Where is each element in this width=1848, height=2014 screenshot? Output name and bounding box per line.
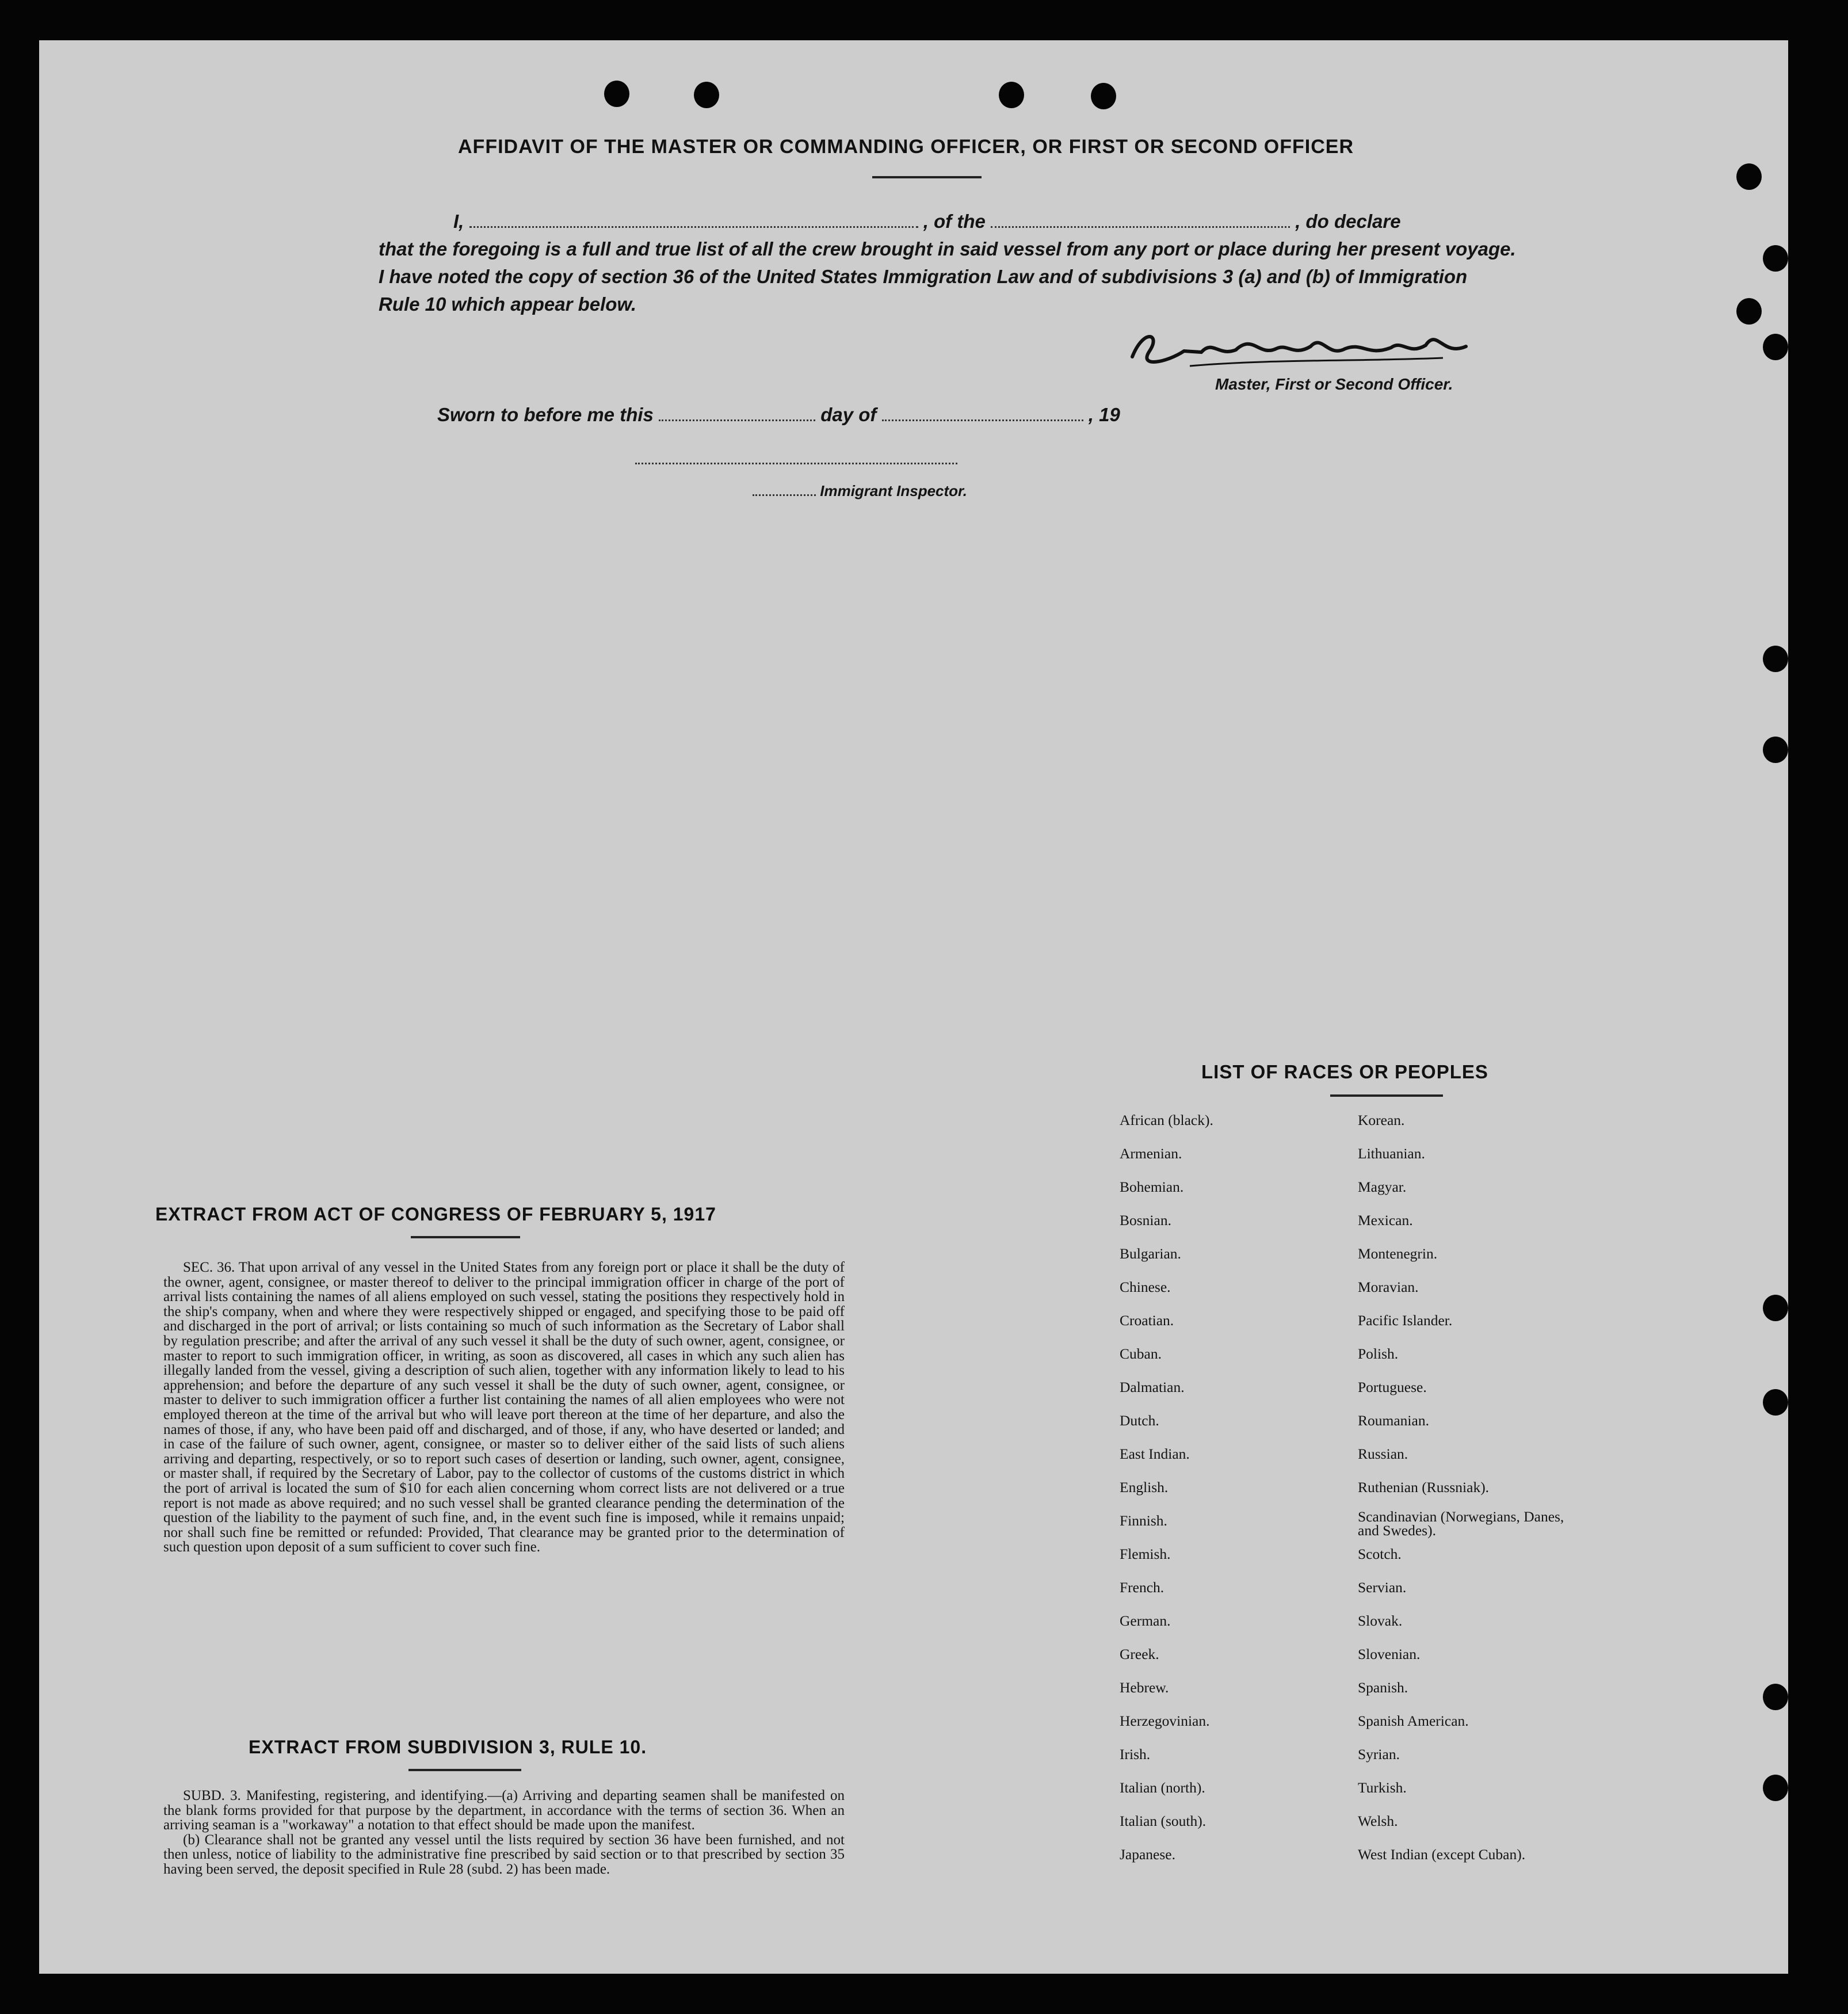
race-item: Spanish American. <box>1358 1712 1469 1729</box>
races-right-column <box>1358 1112 1599 1917</box>
signature-caption: Master, First or Second Officer. <box>1215 375 1453 393</box>
race-item: Polish. <box>1358 1345 1399 1362</box>
sworn-line <box>437 404 1120 426</box>
race-item: Cuban. <box>1120 1345 1162 1362</box>
day-blank <box>659 419 815 421</box>
race-item: Japanese. <box>1120 1846 1175 1863</box>
race-item: English. <box>1120 1479 1169 1496</box>
rule-10-text <box>163 1788 845 1877</box>
divider <box>408 1769 521 1771</box>
declaration-line-3: I have noted the copy of section 36 of the United States Immigration Law and of subdivisions 3 (a) and (b) of Immigration <box>379 266 1468 287</box>
punch-hole <box>1763 1295 1788 1321</box>
extract-rule-title: EXTRACT FROM SUBDIVISION 3, RULE 10. <box>249 1737 647 1757</box>
vessel-blank <box>991 226 1290 228</box>
race-item: Finnish. <box>1120 1512 1167 1529</box>
punch-hole <box>1763 1389 1788 1416</box>
rule-10-paragraph-a: SUBD. 3. Manifesting, registering, and identifying.—(a) Arriving and departing seamen shall be manifested on the blank forms provided for that purpose by the department, in accordance with the terms of section 36. When an arriving seaman is a "workaway" a notation to that effect should be made upon the manifest. <box>163 1788 845 1833</box>
race-item: Greek. <box>1120 1646 1159 1662</box>
punch-hole <box>694 82 719 108</box>
race-item: Dalmatian. <box>1120 1379 1185 1395</box>
inspector-blank <box>753 494 816 496</box>
of-the-label: , of the <box>923 211 986 232</box>
punch-hole <box>999 82 1024 108</box>
signature-mark <box>1121 316 1477 380</box>
race-item: Magyar. <box>1358 1178 1407 1195</box>
extract-act-title: EXTRACT FROM ACT OF CONGRESS OF FEBRUARY 5, 1917 <box>155 1204 716 1225</box>
punch-hole <box>1091 83 1116 109</box>
races-title: LIST OF RACES OR PEOPLES <box>1201 1061 1488 1082</box>
race-item: Hebrew. <box>1120 1679 1169 1696</box>
race-item: Montenegrin. <box>1358 1245 1438 1262</box>
punch-hole <box>1763 334 1788 360</box>
race-item: African (black). <box>1120 1112 1213 1128</box>
inspector-signature-blank <box>635 463 957 464</box>
sworn-year: , 19 <box>1088 404 1120 425</box>
race-item: Italian (south). <box>1120 1813 1206 1829</box>
race-item: Armenian. <box>1120 1145 1182 1162</box>
race-item: French. <box>1120 1579 1164 1596</box>
affidavit-title: AFFIDAVIT OF THE MASTER OR COMMANDING OFFICER, OR FIRST OR SECOND OFFICER <box>458 136 1354 158</box>
race-item: Bosnian. <box>1120 1212 1171 1229</box>
inspector-caption: Immigrant Inspector. <box>820 482 967 499</box>
punch-hole <box>1763 1684 1788 1710</box>
races-left-column <box>1120 1112 1338 1917</box>
race-item: Servian. <box>1358 1579 1407 1596</box>
section-36-paragraph: SEC. 36. That upon arrival of any vessel in the United States from any foreign port or place it shall be the duty of the owner, agent, consignee, or master thereof to deliver to the principal immigration officer in charge of the port of arrival lists containing the names of all aliens employed on such vessel, stating the positions they respectively hold in the ship's company, when and where they were respectively shipped or engaged, and specifying those to be paid off and discharged in the port of arrival; or lists containing so much of such information as the Secretary of Labor shall by regulation prescribe; and after the arrival of any such vessel it shall be the duty of such owner, agent, consignee, or master to report to such immigration officer, in writing, as soon as discovered, all cases in which any such alien has illegally landed from the vessel, giving a description of such alien, together with any information likely to lead to his apprehension; and before the departure of any such vessel it shall be the duty of such owner, agent, consignee, or master to deliver to such immigration officer a further list containing the names of all alien employees who were not employed thereon at the time of the arrival but who will leave port thereon at the time of her departure, and also the names of those, if any, who have been paid off and discharged, and of those, if any, who have deserted or landed; and in case of the failure of such owner, agent, consignee, or master so to deliver either of the said lists of such aliens arriving and departing, respectively, or so to report such cases of desertion or landing, such owner, agent, consignee, or master shall, if required by the Secretary of Labor, pay to the collector of customs of the customs district in which the port of arrival is located the sum of $10 for each alien concerning whom correct lists are not delivered or a true report is not made as above required; and no such vessel shall be granted clearance pending the determination of the question of the liability to the payment of such fine, and, in the event such fine is imposed, while it remains unpaid; nor shall such fine be remitted or refunded: Provided, That clearance may be granted prior to the determination of such question upon deposit of a sum sufficient to cover such fine. <box>163 1260 845 1555</box>
punch-hole <box>604 81 629 107</box>
divider <box>1330 1094 1443 1097</box>
race-item: Lithuanian. <box>1358 1145 1425 1162</box>
name-blank <box>469 226 918 228</box>
race-item: Syrian. <box>1358 1746 1400 1763</box>
race-item: Portuguese. <box>1358 1379 1427 1395</box>
document-page <box>39 40 1788 1974</box>
punch-hole <box>1763 737 1788 763</box>
race-item: Irish. <box>1120 1746 1151 1763</box>
sworn-day: day of <box>820 404 877 425</box>
race-item: Italian (north). <box>1120 1779 1205 1796</box>
race-item: German. <box>1120 1612 1171 1629</box>
race-item: Ruthenian (Russniak). <box>1358 1479 1490 1496</box>
race-item: West Indian (except Cuban). <box>1358 1846 1526 1863</box>
race-item: Pacific Islander. <box>1358 1312 1453 1329</box>
punch-hole <box>1736 298 1762 325</box>
punch-hole <box>1763 646 1788 672</box>
race-item: East Indian. <box>1120 1445 1190 1462</box>
section-36-text <box>163 1260 845 1555</box>
race-item: Chinese. <box>1120 1279 1171 1295</box>
divider <box>411 1236 520 1238</box>
race-item: Moravian. <box>1358 1279 1419 1295</box>
sworn-prefix: Sworn to before me this <box>437 404 654 425</box>
month-blank <box>882 419 1083 421</box>
divider <box>872 176 982 178</box>
race-item: Croatian. <box>1120 1312 1174 1329</box>
i-label: I, <box>453 211 464 232</box>
race-item: Bulgarian. <box>1120 1245 1181 1262</box>
declaration-line-4: Rule 10 which appear below. <box>379 293 637 315</box>
race-item: Dutch. <box>1120 1412 1159 1429</box>
race-item: Spanish. <box>1358 1679 1408 1696</box>
punch-hole <box>1763 1775 1788 1801</box>
race-item: Welsh. <box>1358 1813 1398 1829</box>
race-item: Korean. <box>1358 1112 1405 1128</box>
rule-10-paragraph-b: (b) Clearance shall not be granted any vessel until the lists required by section 36 have been furnished, and not then unless, notice of liability to the administrative fine prescribed by said section or to that prescribed by section 35 having been served, the deposit specified in Rule 28 (subd. 2) has been made. <box>163 1832 845 1877</box>
punch-hole <box>1736 163 1762 190</box>
race-item: Bohemian. <box>1120 1178 1184 1195</box>
race-item: Herzegovinian. <box>1120 1712 1210 1729</box>
punch-hole <box>1763 245 1788 272</box>
race-item: Slovenian. <box>1358 1646 1421 1662</box>
do-declare-label: , do declare <box>1295 211 1401 232</box>
race-item: Turkish. <box>1358 1779 1407 1796</box>
race-item: Russian. <box>1358 1445 1408 1462</box>
inspector-line <box>753 482 967 500</box>
race-item: Scandinavian (Norwegians, Danes, and Swedes). <box>1358 1508 1564 1539</box>
race-item: Flemish. <box>1120 1546 1171 1562</box>
declaration-line-1 <box>453 211 1401 232</box>
race-item: Scotch. <box>1358 1546 1402 1562</box>
race-item: Slovak. <box>1358 1612 1403 1629</box>
declaration-line-2: that the foregoing is a full and true list of all the crew brought in said vessel from any port or place during her present voyage. <box>379 238 1516 260</box>
race-item: Mexican. <box>1358 1212 1413 1229</box>
race-item: Roumanian. <box>1358 1412 1429 1429</box>
